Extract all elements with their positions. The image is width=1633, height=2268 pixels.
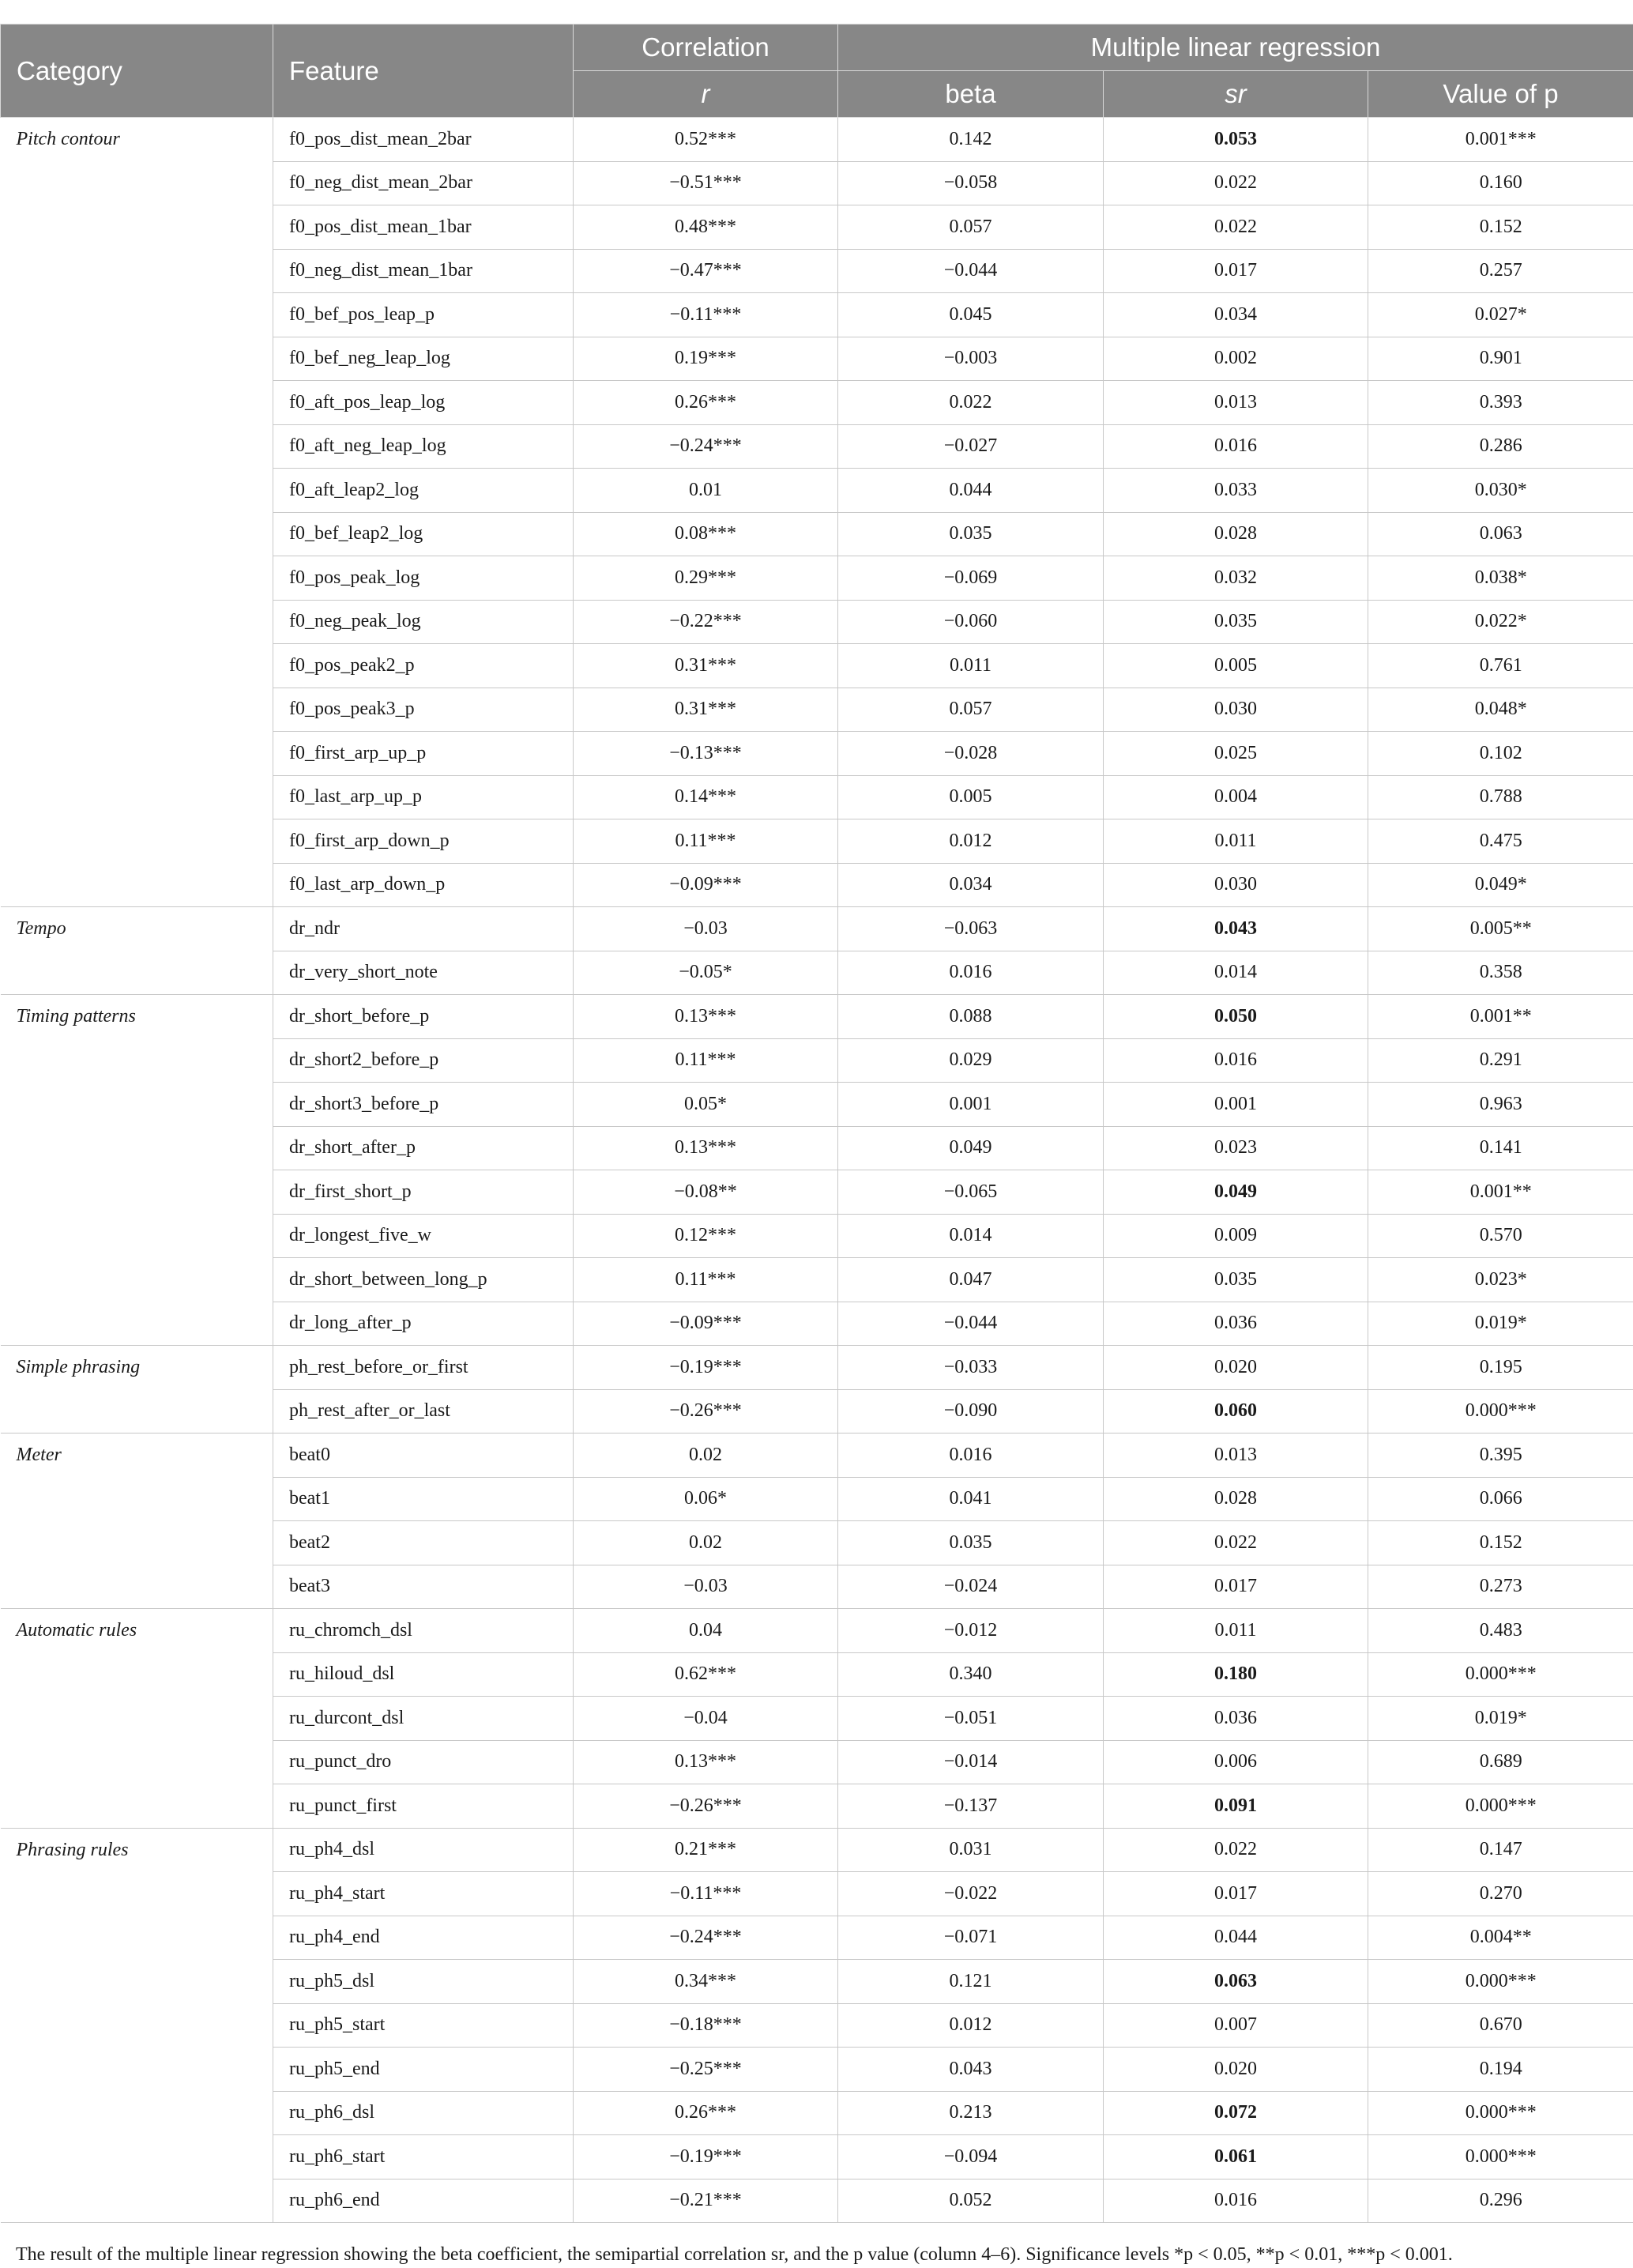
beta-cell: −0.003 bbox=[838, 337, 1104, 381]
beta-cell: 0.052 bbox=[838, 2179, 1104, 2223]
feature-cell: f0_aft_neg_leap_log bbox=[273, 424, 574, 469]
feature-cell: ru_ph4_start bbox=[273, 1872, 574, 1916]
sr-cell: 0.022 bbox=[1104, 205, 1368, 250]
r-cell: 0.13*** bbox=[574, 995, 838, 1039]
sr-cell: 0.043 bbox=[1104, 907, 1368, 951]
sr-cell: 0.035 bbox=[1104, 1258, 1368, 1302]
sr-cell: 0.025 bbox=[1104, 732, 1368, 776]
p-value-cell: 0.005** bbox=[1368, 907, 1633, 951]
r-cell: −0.18*** bbox=[574, 2003, 838, 2048]
r-cell: −0.13*** bbox=[574, 732, 838, 776]
r-cell: −0.11*** bbox=[574, 1872, 838, 1916]
sr-cell: 0.011 bbox=[1104, 819, 1368, 864]
feature-cell: f0_pos_dist_mean_2bar bbox=[273, 118, 574, 162]
p-value-cell: 0.761 bbox=[1368, 644, 1633, 688]
sr-cell: 0.006 bbox=[1104, 1740, 1368, 1784]
feature-cell: beat0 bbox=[273, 1434, 574, 1478]
category-cell: Pitch contour bbox=[1, 118, 273, 907]
beta-cell: 0.012 bbox=[838, 2003, 1104, 2048]
sr-cell: 0.034 bbox=[1104, 293, 1368, 337]
sr-cell: 0.022 bbox=[1104, 1521, 1368, 1565]
category-cell: Meter bbox=[1, 1434, 273, 1609]
p-value-cell: 0.901 bbox=[1368, 337, 1633, 381]
sr-cell: 0.004 bbox=[1104, 775, 1368, 819]
feature-cell: ph_rest_after_or_last bbox=[273, 1389, 574, 1434]
p-value-cell: 0.393 bbox=[1368, 381, 1633, 425]
r-cell: 0.11*** bbox=[574, 819, 838, 864]
feature-cell: f0_pos_peak3_p bbox=[273, 688, 574, 732]
r-cell: −0.24*** bbox=[574, 1916, 838, 1960]
r-cell: 0.48*** bbox=[574, 205, 838, 250]
feature-cell: beat3 bbox=[273, 1565, 574, 1609]
beta-cell: 0.011 bbox=[838, 644, 1104, 688]
beta-cell: 0.047 bbox=[838, 1258, 1104, 1302]
feature-cell: ru_punct_first bbox=[273, 1784, 574, 1829]
header-p-value: Value of p bbox=[1368, 71, 1633, 118]
beta-cell: −0.065 bbox=[838, 1170, 1104, 1215]
sr-cell: 0.016 bbox=[1104, 2179, 1368, 2223]
beta-cell: −0.044 bbox=[838, 1302, 1104, 1346]
sr-cell: 0.036 bbox=[1104, 1697, 1368, 1741]
sr-cell: 0.023 bbox=[1104, 1126, 1368, 1170]
beta-cell: 0.016 bbox=[838, 1434, 1104, 1478]
feature-cell: ru_ph6_dsl bbox=[273, 2091, 574, 2135]
feature-cell: ru_hiloud_dsl bbox=[273, 1652, 574, 1697]
r-cell: 0.06* bbox=[574, 1477, 838, 1521]
beta-cell: 0.142 bbox=[838, 118, 1104, 162]
beta-cell: −0.090 bbox=[838, 1389, 1104, 1434]
r-cell: −0.25*** bbox=[574, 2048, 838, 2092]
feature-cell: ru_durcont_dsl bbox=[273, 1697, 574, 1741]
sr-cell: 0.013 bbox=[1104, 1434, 1368, 1478]
category-cell: Tempo bbox=[1, 907, 273, 995]
p-value-cell: 0.001*** bbox=[1368, 118, 1633, 162]
sr-cell: 0.060 bbox=[1104, 1389, 1368, 1434]
feature-cell: beat1 bbox=[273, 1477, 574, 1521]
p-value-cell: 0.066 bbox=[1368, 1477, 1633, 1521]
r-cell: 0.08*** bbox=[574, 512, 838, 556]
sr-cell: 0.013 bbox=[1104, 381, 1368, 425]
beta-cell: 0.213 bbox=[838, 2091, 1104, 2135]
p-value-cell: 0.000*** bbox=[1368, 1652, 1633, 1697]
sr-cell: 0.005 bbox=[1104, 644, 1368, 688]
sr-cell: 0.028 bbox=[1104, 1477, 1368, 1521]
sr-cell: 0.030 bbox=[1104, 863, 1368, 907]
r-cell: −0.09*** bbox=[574, 1302, 838, 1346]
r-cell: −0.24*** bbox=[574, 424, 838, 469]
r-cell: −0.47*** bbox=[574, 249, 838, 293]
p-value-cell: 0.296 bbox=[1368, 2179, 1633, 2223]
p-value-cell: 0.570 bbox=[1368, 1214, 1633, 1258]
table-row bbox=[1, 1434, 1633, 1478]
p-value-cell: 0.291 bbox=[1368, 1038, 1633, 1083]
r-cell: 0.05* bbox=[574, 1083, 838, 1127]
r-cell: 0.62*** bbox=[574, 1652, 838, 1697]
beta-cell: 0.014 bbox=[838, 1214, 1104, 1258]
sr-cell: 0.032 bbox=[1104, 556, 1368, 601]
p-value-cell: 0.358 bbox=[1368, 951, 1633, 995]
beta-cell: 0.034 bbox=[838, 863, 1104, 907]
beta-cell: −0.022 bbox=[838, 1872, 1104, 1916]
sr-cell: 0.017 bbox=[1104, 1565, 1368, 1609]
beta-cell: 0.121 bbox=[838, 1960, 1104, 2004]
feature-cell: dr_long_after_p bbox=[273, 1302, 574, 1346]
sr-cell: 0.044 bbox=[1104, 1916, 1368, 1960]
header-beta: beta bbox=[838, 71, 1104, 118]
p-value-cell: 0.102 bbox=[1368, 732, 1633, 776]
r-cell: −0.26*** bbox=[574, 1784, 838, 1829]
header-sr: sr bbox=[1104, 71, 1368, 118]
feature-cell: beat2 bbox=[273, 1521, 574, 1565]
beta-cell: 0.044 bbox=[838, 469, 1104, 513]
p-value-cell: 0.049* bbox=[1368, 863, 1633, 907]
beta-cell: 0.045 bbox=[838, 293, 1104, 337]
feature-cell: f0_aft_leap2_log bbox=[273, 469, 574, 513]
beta-cell: −0.137 bbox=[838, 1784, 1104, 1829]
beta-cell: −0.024 bbox=[838, 1565, 1104, 1609]
r-cell: −0.05* bbox=[574, 951, 838, 995]
r-cell: 0.52*** bbox=[574, 118, 838, 162]
feature-cell: ru_ph4_end bbox=[273, 1916, 574, 1960]
beta-cell: −0.058 bbox=[838, 161, 1104, 205]
beta-cell: 0.001 bbox=[838, 1083, 1104, 1127]
table-row bbox=[1, 995, 1633, 1039]
r-cell: 0.29*** bbox=[574, 556, 838, 601]
r-cell: 0.14*** bbox=[574, 775, 838, 819]
p-value-cell: 0.004** bbox=[1368, 1916, 1633, 1960]
sr-cell: 0.002 bbox=[1104, 337, 1368, 381]
p-value-cell: 0.019* bbox=[1368, 1697, 1633, 1741]
sr-cell: 0.061 bbox=[1104, 2135, 1368, 2179]
p-value-cell: 0.000*** bbox=[1368, 1960, 1633, 2004]
feature-cell: f0_neg_peak_log bbox=[273, 600, 574, 644]
sr-cell: 0.001 bbox=[1104, 1083, 1368, 1127]
beta-cell: −0.060 bbox=[838, 600, 1104, 644]
category-cell: Phrasing rules bbox=[1, 1828, 273, 2223]
beta-cell: 0.022 bbox=[838, 381, 1104, 425]
beta-cell: −0.027 bbox=[838, 424, 1104, 469]
sr-cell: 0.033 bbox=[1104, 469, 1368, 513]
sr-cell: 0.050 bbox=[1104, 995, 1368, 1039]
sr-cell: 0.030 bbox=[1104, 688, 1368, 732]
r-cell: 0.02 bbox=[574, 1434, 838, 1478]
p-value-cell: 0.030* bbox=[1368, 469, 1633, 513]
beta-cell: −0.012 bbox=[838, 1609, 1104, 1653]
category-cell: Automatic rules bbox=[1, 1609, 273, 1829]
feature-cell: f0_pos_peak2_p bbox=[273, 644, 574, 688]
sr-cell: 0.011 bbox=[1104, 1609, 1368, 1653]
beta-cell: −0.014 bbox=[838, 1740, 1104, 1784]
feature-cell: f0_last_arp_up_p bbox=[273, 775, 574, 819]
beta-cell: 0.035 bbox=[838, 512, 1104, 556]
feature-cell: dr_short2_before_p bbox=[273, 1038, 574, 1083]
feature-cell: ph_rest_before_or_first bbox=[273, 1346, 574, 1390]
beta-cell: −0.044 bbox=[838, 249, 1104, 293]
p-value-cell: 0.286 bbox=[1368, 424, 1633, 469]
beta-cell: −0.033 bbox=[838, 1346, 1104, 1390]
beta-cell: 0.041 bbox=[838, 1477, 1104, 1521]
r-cell: −0.26*** bbox=[574, 1389, 838, 1434]
p-value-cell: 0.000*** bbox=[1368, 2135, 1633, 2179]
p-value-cell: 0.141 bbox=[1368, 1126, 1633, 1170]
beta-cell: 0.057 bbox=[838, 688, 1104, 732]
feature-cell: ru_chromch_dsl bbox=[273, 1609, 574, 1653]
beta-cell: 0.035 bbox=[838, 1521, 1104, 1565]
r-cell: 0.13*** bbox=[574, 1126, 838, 1170]
sr-cell: 0.053 bbox=[1104, 118, 1368, 162]
r-cell: −0.22*** bbox=[574, 600, 838, 644]
p-value-cell: 0.048* bbox=[1368, 688, 1633, 732]
sr-cell: 0.091 bbox=[1104, 1784, 1368, 1829]
feature-cell: f0_last_arp_down_p bbox=[273, 863, 574, 907]
beta-cell: 0.016 bbox=[838, 951, 1104, 995]
r-cell: 0.13*** bbox=[574, 1740, 838, 1784]
sr-cell: 0.016 bbox=[1104, 424, 1368, 469]
r-cell: 0.31*** bbox=[574, 688, 838, 732]
r-cell: 0.02 bbox=[574, 1521, 838, 1565]
feature-cell: ru_ph5_dsl bbox=[273, 1960, 574, 2004]
sr-cell: 0.072 bbox=[1104, 2091, 1368, 2135]
sr-cell: 0.180 bbox=[1104, 1652, 1368, 1697]
r-cell: −0.03 bbox=[574, 907, 838, 951]
table-caption: The result of the multiple linear regression showing the beta coefficient, the semipartial correlation sr, and the p value (column 4–6). Significance levels *p < 0.05, **p < 0.01, ***p < 0.001. bbox=[16, 2244, 1453, 2265]
feature-cell: f0_neg_dist_mean_1bar bbox=[273, 249, 574, 293]
r-cell: 0.21*** bbox=[574, 1828, 838, 1872]
r-cell: −0.19*** bbox=[574, 1346, 838, 1390]
feature-cell: dr_first_short_p bbox=[273, 1170, 574, 1215]
r-cell: −0.21*** bbox=[574, 2179, 838, 2223]
sr-cell: 0.017 bbox=[1104, 1872, 1368, 1916]
feature-cell: ru_ph5_start bbox=[273, 2003, 574, 2048]
r-cell: −0.08** bbox=[574, 1170, 838, 1215]
p-value-cell: 0.063 bbox=[1368, 512, 1633, 556]
table-row bbox=[1, 1609, 1633, 1653]
sr-cell: 0.035 bbox=[1104, 600, 1368, 644]
r-cell: −0.11*** bbox=[574, 293, 838, 337]
sr-cell: 0.063 bbox=[1104, 1960, 1368, 2004]
feature-cell: ru_punct_dro bbox=[273, 1740, 574, 1784]
feature-cell: ru_ph6_end bbox=[273, 2179, 574, 2223]
p-value-cell: 0.152 bbox=[1368, 1521, 1633, 1565]
feature-cell: f0_aft_pos_leap_log bbox=[273, 381, 574, 425]
sr-cell: 0.009 bbox=[1104, 1214, 1368, 1258]
header-multiple-linear-regression: Multiple linear regression bbox=[838, 24, 1633, 71]
p-value-cell: 0.000*** bbox=[1368, 1784, 1633, 1829]
feature-cell: f0_bef_neg_leap_log bbox=[273, 337, 574, 381]
r-cell: 0.26*** bbox=[574, 2091, 838, 2135]
r-cell: 0.11*** bbox=[574, 1258, 838, 1302]
header-category: Category bbox=[1, 24, 273, 118]
r-cell: 0.26*** bbox=[574, 381, 838, 425]
beta-cell: −0.094 bbox=[838, 2135, 1104, 2179]
r-cell: 0.12*** bbox=[574, 1214, 838, 1258]
header-r: r bbox=[574, 71, 838, 118]
r-cell: 0.11*** bbox=[574, 1038, 838, 1083]
beta-cell: 0.049 bbox=[838, 1126, 1104, 1170]
beta-cell: 0.340 bbox=[838, 1652, 1104, 1697]
p-value-cell: 0.670 bbox=[1368, 2003, 1633, 2048]
feature-cell: dr_longest_five_w bbox=[273, 1214, 574, 1258]
r-cell: −0.19*** bbox=[574, 2135, 838, 2179]
beta-cell: −0.071 bbox=[838, 1916, 1104, 1960]
feature-cell: dr_very_short_note bbox=[273, 951, 574, 995]
feature-cell: dr_short_between_long_p bbox=[273, 1258, 574, 1302]
beta-cell: 0.088 bbox=[838, 995, 1104, 1039]
p-value-cell: 0.001** bbox=[1368, 1170, 1633, 1215]
p-value-cell: 0.195 bbox=[1368, 1346, 1633, 1390]
sr-cell: 0.020 bbox=[1104, 1346, 1368, 1390]
beta-cell: −0.051 bbox=[838, 1697, 1104, 1741]
table-row bbox=[1, 907, 1633, 951]
sr-cell: 0.028 bbox=[1104, 512, 1368, 556]
p-value-cell: 0.152 bbox=[1368, 205, 1633, 250]
p-value-cell: 0.963 bbox=[1368, 1083, 1633, 1127]
feature-cell: f0_first_arp_up_p bbox=[273, 732, 574, 776]
feature-cell: f0_neg_dist_mean_2bar bbox=[273, 161, 574, 205]
p-value-cell: 0.273 bbox=[1368, 1565, 1633, 1609]
feature-cell: f0_bef_leap2_log bbox=[273, 512, 574, 556]
beta-cell: 0.057 bbox=[838, 205, 1104, 250]
beta-cell: 0.029 bbox=[838, 1038, 1104, 1083]
feature-cell: f0_pos_peak_log bbox=[273, 556, 574, 601]
r-cell: −0.09*** bbox=[574, 863, 838, 907]
results-table-container bbox=[0, 24, 1633, 2223]
r-cell: 0.31*** bbox=[574, 644, 838, 688]
beta-cell: −0.028 bbox=[838, 732, 1104, 776]
p-value-cell: 0.000*** bbox=[1368, 2091, 1633, 2135]
sr-cell: 0.022 bbox=[1104, 1828, 1368, 1872]
p-value-cell: 0.483 bbox=[1368, 1609, 1633, 1653]
p-value-cell: 0.475 bbox=[1368, 819, 1633, 864]
beta-cell: 0.031 bbox=[838, 1828, 1104, 1872]
header-correlation: Correlation bbox=[574, 24, 838, 71]
sr-cell: 0.022 bbox=[1104, 161, 1368, 205]
p-value-cell: 0.000*** bbox=[1368, 1389, 1633, 1434]
feature-cell: ru_ph6_start bbox=[273, 2135, 574, 2179]
p-value-cell: 0.270 bbox=[1368, 1872, 1633, 1916]
table-row bbox=[1, 118, 1633, 162]
sr-cell: 0.049 bbox=[1104, 1170, 1368, 1215]
feature-cell: dr_short_after_p bbox=[273, 1126, 574, 1170]
category-cell: Timing patterns bbox=[1, 995, 273, 1346]
category-cell: Simple phrasing bbox=[1, 1346, 273, 1434]
p-value-cell: 0.395 bbox=[1368, 1434, 1633, 1478]
regression-table bbox=[0, 24, 1633, 2223]
feature-cell: f0_pos_dist_mean_1bar bbox=[273, 205, 574, 250]
table-row bbox=[1, 1346, 1633, 1390]
feature-cell: ru_ph5_end bbox=[273, 2048, 574, 2092]
p-value-cell: 0.788 bbox=[1368, 775, 1633, 819]
p-value-cell: 0.023* bbox=[1368, 1258, 1633, 1302]
sr-cell: 0.017 bbox=[1104, 249, 1368, 293]
table-row bbox=[1, 1828, 1633, 1872]
beta-cell: 0.012 bbox=[838, 819, 1104, 864]
sr-cell: 0.016 bbox=[1104, 1038, 1368, 1083]
table-header bbox=[1, 24, 1633, 118]
feature-cell: dr_short_before_p bbox=[273, 995, 574, 1039]
beta-cell: 0.043 bbox=[838, 2048, 1104, 2092]
r-cell: −0.04 bbox=[574, 1697, 838, 1741]
table-body bbox=[1, 118, 1633, 2223]
beta-cell: −0.063 bbox=[838, 907, 1104, 951]
p-value-cell: 0.027* bbox=[1368, 293, 1633, 337]
p-value-cell: 0.257 bbox=[1368, 249, 1633, 293]
p-value-cell: 0.194 bbox=[1368, 2048, 1633, 2092]
p-value-cell: 0.019* bbox=[1368, 1302, 1633, 1346]
feature-cell: f0_bef_pos_leap_p bbox=[273, 293, 574, 337]
r-cell: 0.04 bbox=[574, 1609, 838, 1653]
p-value-cell: 0.147 bbox=[1368, 1828, 1633, 1872]
sr-cell: 0.020 bbox=[1104, 2048, 1368, 2092]
feature-cell: f0_first_arp_down_p bbox=[273, 819, 574, 864]
beta-cell: 0.005 bbox=[838, 775, 1104, 819]
p-value-cell: 0.022* bbox=[1368, 600, 1633, 644]
p-value-cell: 0.001** bbox=[1368, 995, 1633, 1039]
beta-cell: −0.069 bbox=[838, 556, 1104, 601]
r-cell: 0.19*** bbox=[574, 337, 838, 381]
feature-cell: dr_ndr bbox=[273, 907, 574, 951]
p-value-cell: 0.689 bbox=[1368, 1740, 1633, 1784]
p-value-cell: 0.038* bbox=[1368, 556, 1633, 601]
sr-cell: 0.014 bbox=[1104, 951, 1368, 995]
r-cell: −0.51*** bbox=[574, 161, 838, 205]
header-feature: Feature bbox=[273, 24, 574, 118]
r-cell: −0.03 bbox=[574, 1565, 838, 1609]
feature-cell: dr_short3_before_p bbox=[273, 1083, 574, 1127]
p-value-cell: 0.160 bbox=[1368, 161, 1633, 205]
sr-cell: 0.007 bbox=[1104, 2003, 1368, 2048]
r-cell: 0.34*** bbox=[574, 1960, 838, 2004]
r-cell: 0.01 bbox=[574, 469, 838, 513]
feature-cell: ru_ph4_dsl bbox=[273, 1828, 574, 1872]
sr-cell: 0.036 bbox=[1104, 1302, 1368, 1346]
